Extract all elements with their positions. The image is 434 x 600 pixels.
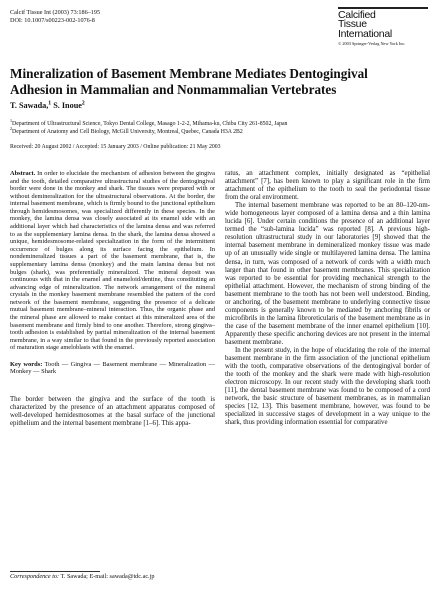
keywords-text: Tooth — Gingiva — Basement membrane — Mineralization — Monkey — Shark [10, 360, 215, 376]
body-paragraph: The internal basement membrane was reported to be an 80–120-nm-wide homogeneous layer composed of a lamina densa and a thin lamina lucida [6]. Under certain conditions the presence of an additional layer termed the “sub-lamina lucida” was reported [8]. A previous high-resolution ultrastructural study in our laboratories [9] showed that the internal basement membrane in demineralized monkey tissue was made up of an unusually wide single or multilayered lamina densa. The lamina densa, in turn, was composed of a network of cords with a width much larger than that found in other basement membranes. This specialization was reported to be essential for providing mechanical strength to the epithelial attachment. However, the mechanism of strong binding of the basement membrane to the tooth has not been well understood. Binding, or anchoring, of the basement membrane to underlying connective tissue components is generally known to be mediated by anchoring fibrils or microfibrils in the lamina fibroreticularis of the basement membrane as in the case of the basement membrane of the inner enamel epithelium [10]. Apparently these specific anchoring devices are not present in the internal basement membrane. [225, 202, 430, 346]
footnote-rule [10, 571, 100, 572]
journal-citation [10, 9, 100, 24]
correspondence-footnote [10, 573, 154, 581]
author-name: T. Sawada, [10, 101, 49, 110]
logo-wordmark: Calcified Tissue International [338, 8, 392, 40]
publisher-line: © 2003 Springer-Verlag New York Inc. [338, 41, 406, 47]
affiliation: $^2$Department of Anatomy and Cell Biology, McGill University, Montreal, Quebec, Canada H3A 2B2 [10, 125, 243, 135]
intro-paragraph: The border between the gingiva and the surface of the tooth is characterized by the presence of an attachment apparatus composed of well-developed hemidesmosomes at the basal surface of the junctional epithelium and the internal basement membrane [1–6]. This appa- [10, 396, 215, 428]
affiliations [10, 118, 425, 137]
journal-line: Calcif Tissue Int (2003) 73:186–195 [10, 9, 101, 16]
left-column [10, 170, 215, 428]
keywords [10, 361, 215, 376]
right-column [225, 170, 430, 428]
author-name: S. Inoue [53, 101, 82, 110]
author-line: T. Sawada,$^1$ S. Inoue$^2$ [10, 100, 85, 110]
footnote-label: Correspondence to: [10, 573, 60, 580]
article-title: Mineralization of Basement Membrane Mediates Dentogingival Adhesion in Mammalian and Nonmammalian Vertebrates [10, 66, 368, 97]
body-paragraph: In the present study, in the hope of elucidating the role of the internal basement membrane in the firm association of the junctional epithelium with the tooth, comparative observations of the dentogingival border of the tooth of the monkey and the shark were made with high-resolution electron microscopy. In our recent study with the developing shark tooth [11], the dental basement membrane was found to be composed of a cord network, the basic structure of basement membranes, as in mammalian species [12, 13]. This basement membrane, however, was found to be specialized in successive stages of development in a way unique to the shark, thus providing information essential for comparative [225, 347, 430, 427]
affiliation: $^1$Department of Ultrastructural Science, Tokyo Dental College, Masago 1-2-2, Mihama-ku, Chiba City 261-8502, Japan [10, 118, 288, 127]
body-paragraph: ratus, an attachment complex, initially designated as “epithelial attachment” [7], has been known to play a significant role in the firm attachment of the epithelium to the tooth to seal the periodontal tissue from the oral environment. [225, 170, 430, 202]
abstract [10, 170, 215, 352]
keywords-label: Key words: [10, 360, 43, 368]
publication-dates: Received: 20 August 2002 / Accepted: 15 January 2003 / Online publication: 21 May 2003 [10, 144, 221, 150]
doi-line: DOI: 10.1007/s00223-002-1076-8 [10, 16, 95, 24]
abstract-text: In order to elucidate the mechanism of adhesion between the gingiva and the tooth, detailed comparative ultrastructural studies of the dentogingival border were done in the monkey and shark. The tissues were prepared with or without demineralization for the ultrastructural observations. At the border, the internal basement membrane, which is firmly bound to the junctional epithelium through hemidesmosomes, was specialized differently in these species. In the monkey, the lamina densa was closely associated at its enamel side with an additional layer which had characteristics of the lamina densa and was referred to as the supplementary lamina densa. In the shark, the lamina densa showed a unique, hemidesmosome-related specialization in the form of the intermittent occurrence of bulges along its surface facing the epithelium. In nondemineralized tissues a part of the basement membrane, that is, the supplementary lamina densa (monkey) and the main lamina densa but not bulges (shark), was preferentially mineralized. The mineral deposit was continuous with that in the enamel and enameloid/dentine, thus constituting an advancing edge of mineralization. The network arrangement of the mineral crystals in the monkey basement membrane resembled the pattern of the cord network of the basement membrane, suggesting the presence of a delicate mutual basement membrane–mineral interaction. Thus, the organic phase and the mineral phase are allowed to make contact at this mineralized area of the basement membrane and firmly bind to one another. Therefore, strong gingiva–tooth adhesion is established by partial mineralization of the internal basement membrane, in a way similar to that found in the previously reported association of maturation stage ameloblasts with the enamel. [10, 170, 215, 352]
journal-logo [338, 7, 428, 47]
abstract-label: Abstract. [10, 170, 36, 177]
correspondence-text: T. Sawada; E-mail: sawada@tdc.ac.jp [60, 573, 155, 580]
